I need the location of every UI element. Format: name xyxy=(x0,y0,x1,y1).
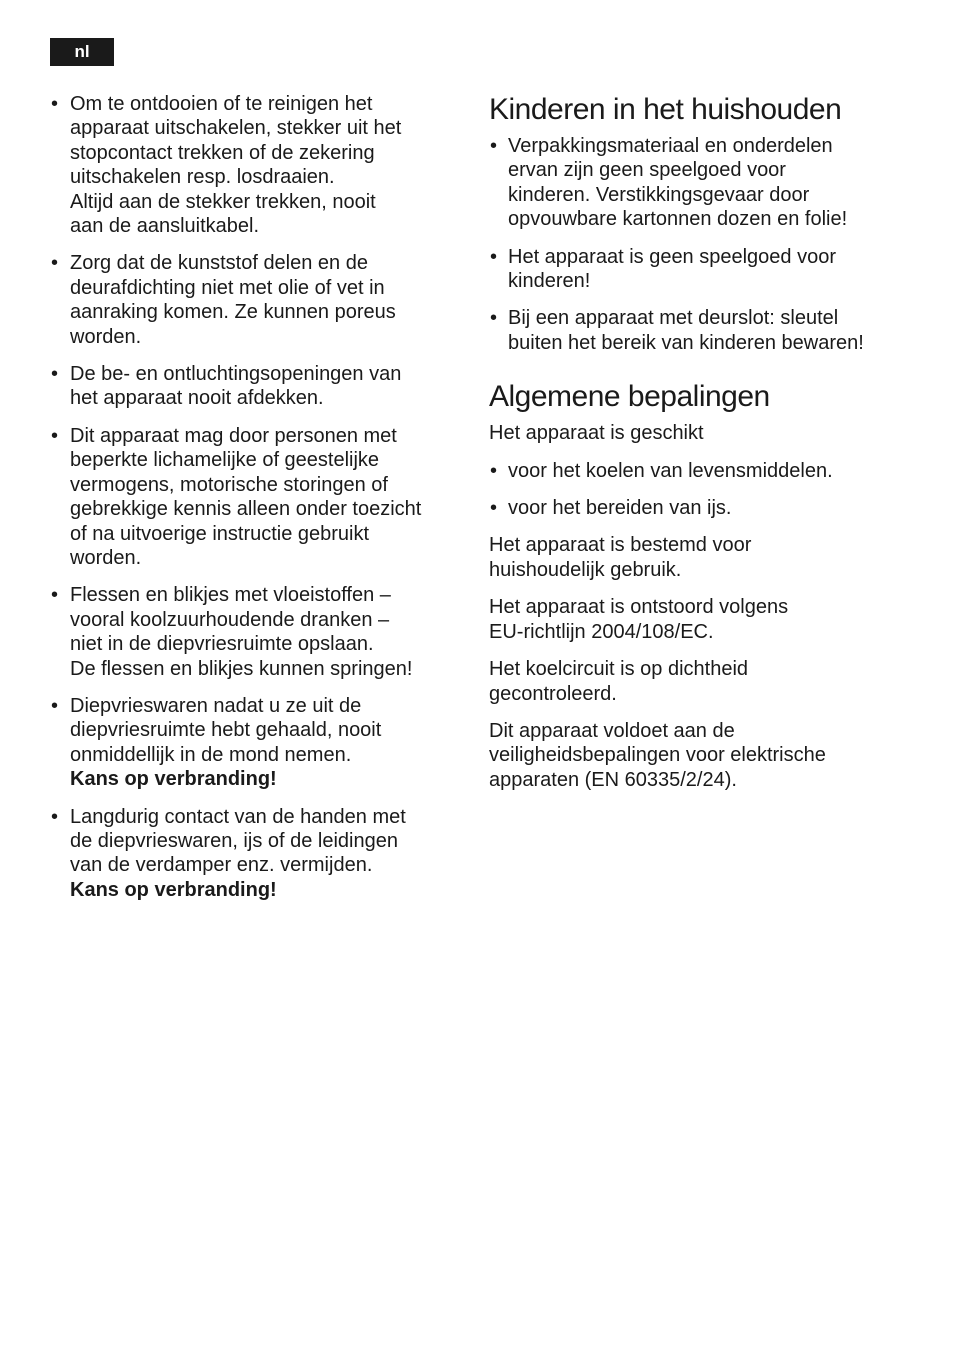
list-item: • voor het koelen van levensmiddelen. xyxy=(489,459,914,483)
list-item: • Verpakkingsmateriaal en onderdelen ervan zijn geen speelgoed voor kinderen. Verstikkingsgevaar door opvouwbare kartonnen dozen en folie! xyxy=(489,134,914,232)
paragraph: Dit apparaat voldoet aan de veiligheidsbepalingen voor elektrische apparaten (EN 60335/2/24). xyxy=(489,719,826,791)
list-item xyxy=(50,694,460,792)
list-item xyxy=(50,92,460,238)
language-tab: nl xyxy=(50,38,114,66)
list-item-text: Diepvrieswaren nadat u ze uit de diepvriesruimte hebt gehaald, nooit onmiddellijk in de mond nemen. xyxy=(70,694,382,766)
paragraph: Het apparaat is bestemd voor huishoudelijk gebruik. xyxy=(489,534,752,581)
warning-text: Kans op verbranding! xyxy=(70,768,277,791)
list-item xyxy=(50,805,460,903)
paragraph: Het koelcircuit is op dichtheid gecontroleerd. xyxy=(489,658,749,705)
list-item-text: De be- en ontluchtingsopeningen van het apparaat nooit afdekken. xyxy=(70,363,402,410)
list-item xyxy=(50,583,460,681)
list-item xyxy=(50,251,460,349)
children-list xyxy=(489,134,914,355)
list-item-text: Flessen en blikjes met vloeistoffen – vooral koolzuurhoudende dranken – niet in de diepvriesruimte opslaan. De flessen en blikjes kunnen springen! xyxy=(70,584,413,680)
list-item xyxy=(50,362,460,411)
general-section xyxy=(489,379,914,792)
list-item: • Het apparaat is geen speelgoed voor kinderen! xyxy=(489,245,914,294)
general-list xyxy=(489,459,914,521)
right-column xyxy=(489,92,914,805)
section-title-general: Algemene bepalingen xyxy=(489,380,770,414)
list-item-text: Zorg dat de kunststof delen en de deurafdichting niet met olie of vet in aanraking komen. Ze kunnen poreus worden. xyxy=(70,252,396,348)
paragraph: Het apparaat is ontstoord volgens EU-richtlijn 2004/108/EC. xyxy=(489,596,789,643)
warning-text: Kans op verbranding! xyxy=(70,878,277,901)
left-column xyxy=(50,92,460,915)
list-item-text: Langdurig contact van de handen met de diepvrieswaren, ijs of de leidingen van de verdamper enz. vermijden. xyxy=(70,805,406,877)
list-item-text: Om te ontdooien of te reinigen het apparaat uitschakelen, stekker uit het stopcontact trekken of de zekering uitschakelen resp. losdraaien. Altijd aan de stekker trekken, nooit aan de aansluitkabel. xyxy=(70,93,402,238)
section-title-children: Kinderen in het huishouden xyxy=(489,93,842,126)
intro-paragraph: Het apparaat is geschikt xyxy=(489,422,704,445)
list-item-text: Dit apparaat mag door personen met beperkte lichamelijke of geestelijke vermogens, motorische storingen of gebrekkige kennis alleen onder toezicht of na uitvoerige instructie gebruikt worden. xyxy=(70,424,422,569)
list-item: • voor het bereiden van ijs. xyxy=(489,496,914,520)
list-item xyxy=(50,424,460,570)
safety-list xyxy=(50,92,460,902)
list-item: • Bij een apparaat met deurslot: sleutel buiten het bereik van kinderen bewaren! xyxy=(489,306,914,355)
